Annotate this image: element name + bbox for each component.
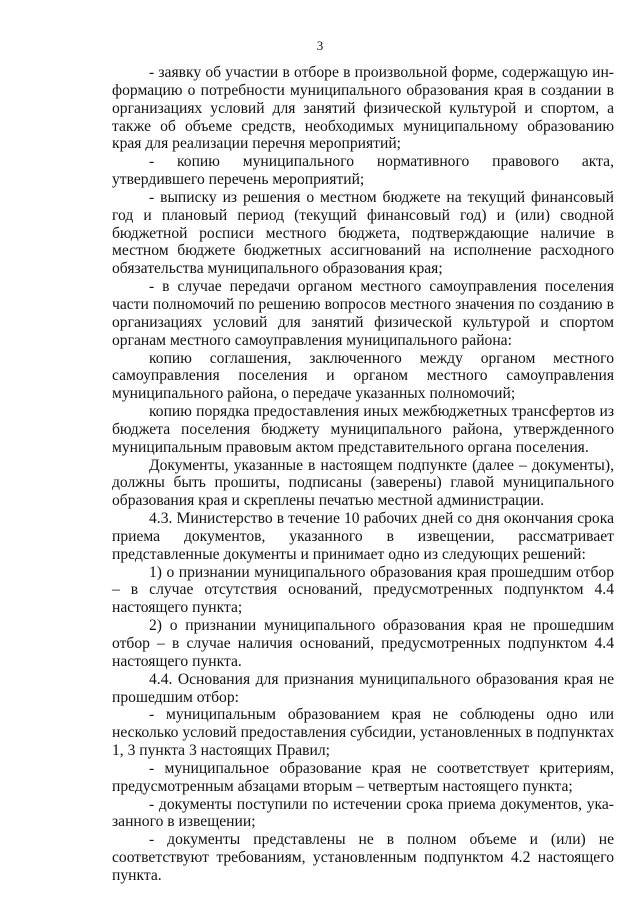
paragraph-decision-not-passed: 2) о признании муниципального образования края не прошедшим отбор – в случае наличия оснований, предусмотренных подпунктом 4.4 настоящего пункта. [112,617,614,670]
paragraph-powers-transfer: - в случае передачи органом местного самоуправления поселения части полномочий по решению вопросов местного значения по созданию в организациях условий для занятий физической культурой и спортом органам местного самоуправления муниципального района: [112,278,614,349]
paragraph-documents-requirements: Документы, указанные в настоящем подпункте (далее – документы), должны быть прошиты, подписаны (заверены) главой муниципального образования края и скреплены печатью местной администрации. [112,456,614,510]
document-body [112,64,614,885]
paragraph-budget-extract: - выписку из решения о местном бюджете на текущий финансовый год и плановый период (текущий финансовый год) и (или) сводной бюджетной росписи местного бюджета, подтверждающие наличие в местном бюджете бюджетных ассигнований на исполнение расходного обязательства муниципального образования края; [112,188,614,278]
paragraph-ground-late: - документы поступили по истечении срока приема документов, указанного в извещении; [112,795,614,831]
paragraph-normative-act-copy: - копию муниципального нормативного правового акта, утвердившего перечень мероприятий; [112,153,614,189]
paragraph-ground-conditions: - муниципальным образованием края не соблюдены одно или несколько условий предоставления субсидии, установленных в подпунктах 1, 3 пункта 3 настоящих Правил; [112,706,614,760]
paragraph-decision-passed: 1) о признании муниципального образования края прошедшим отбор – в случае отсутствия оснований, предусмотренных подпунктом 4.4 настоящего пункта; [112,563,614,617]
paragraph-agreement-copy: копию соглашения, заключенного между органом местного самоуправления поселения и органом местного самоуправления муниципального района, о передаче указанных полномочий; [112,349,614,403]
paragraph-4-3: 4.3. Министерство в течение 10 рабочих дней со дня окончания срока приема документов, указанного в извещении, рассматривает представленные документы и принимает одно из следующих решений: [112,510,614,563]
paragraph-transfer-procedure-copy: копию порядка предоставления иных межбюджетных трансфертов из бюджета поселения бюджету муниципального района, утвержденного муниципальным правовым актом представительного органа поселения. [112,403,614,456]
paragraph-application: - заявку об участии в отборе в произвольной форме, содержащую информацию о потребности муниципального образования края в создании в организациях условий для занятий физической культурой и спортом, а также об объеме средств, необходимых муниципальному образованию края для реализации перечня мероприятий; [112,64,614,153]
paragraph-4-4: 4.4. Основания для признания муниципального образования края не прошедшим отбор: [112,670,614,706]
paragraph-ground-criteria: - муниципальное образование края не соответствует критериям, предусмотренным абзацами вторым – четвертым настоящего пункта; [112,759,614,795]
page-number: 3 [316,38,324,53]
paragraph-ground-incomplete: - документы представлены не в полном объеме и (или) не соответствуют требованиям, установленным подпунктом 4.2 настоящего пункта. [112,831,614,884]
